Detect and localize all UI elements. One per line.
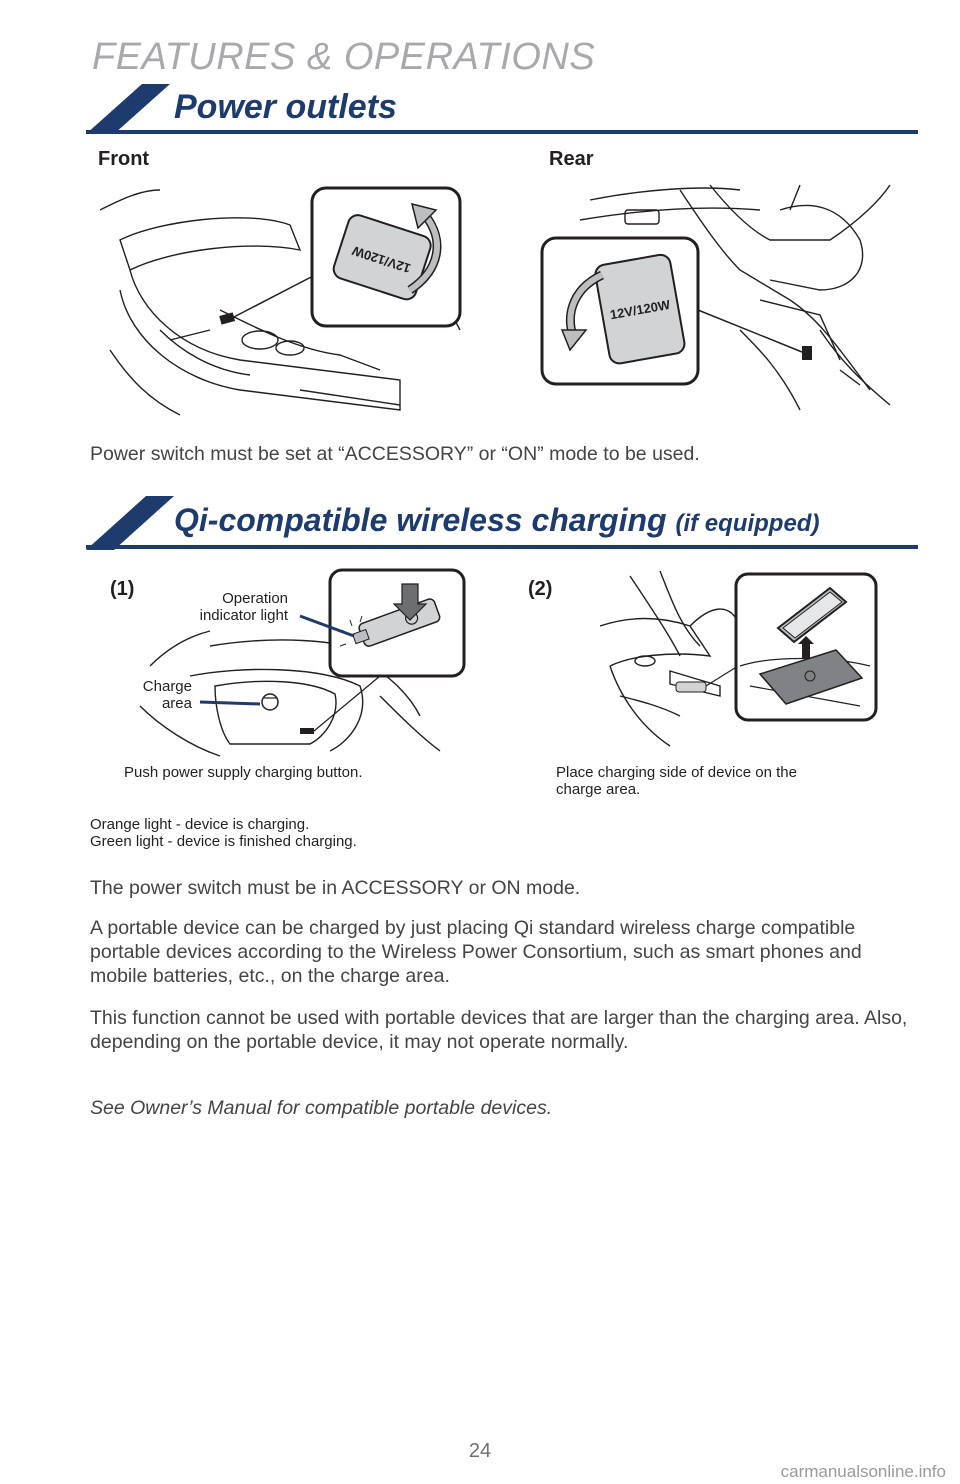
light-note-line1: Orange light - device is charging. <box>90 816 310 833</box>
light-status-note <box>90 816 357 850</box>
power-outlets-heading-band <box>86 84 918 136</box>
operation-callout-line1: Operation <box>222 590 288 607</box>
qi-paragraph-3: This function cannot be used with portable devices that are larger than the charging area. Also, depending on the portable device, it may not operate normally. <box>90 1007 908 1053</box>
svg-text:12V/120W: 12V/120W <box>608 296 672 323</box>
step2-label: (2) <box>528 578 553 600</box>
page-number: 24 <box>468 1440 492 1462</box>
power-outlets-title: Power outlets <box>174 88 397 126</box>
operation-callout-line2: indicator light <box>199 607 288 624</box>
step2-caption-line2: charge area. <box>556 781 641 798</box>
step2-caption <box>556 764 797 798</box>
qi-heading-band <box>86 496 918 552</box>
rear-label: Rear <box>549 148 594 170</box>
front-label: Front <box>98 148 150 170</box>
charge-callout-line2: area <box>161 695 192 712</box>
rear-outlet-illustration <box>540 180 920 420</box>
qi-paragraph-1: The power switch must be in ACCESSORY or ON mode. <box>90 877 581 899</box>
power-outlets-note: Power switch must be set at “ACCESSORY” or “ON” mode to be used. <box>90 443 700 465</box>
qi-title-main: Qi-compatible wireless charging <box>174 502 667 538</box>
qi-paragraph-2: A portable device can be charged by just placing Qi standard wireless charge compatible portable devices according to the Wireless Power Consortium, such as smart phones and mobile batteries, etc., on the charge area. <box>90 917 862 987</box>
front-outlet-illustration <box>100 180 480 420</box>
step1-caption: Push power supply charging button. <box>124 764 363 781</box>
qi-title-suffix: (if equipped) <box>675 510 820 537</box>
step1-label: (1) <box>110 578 135 600</box>
qi-title <box>174 502 819 539</box>
step2-illustration <box>600 566 880 758</box>
charge-callout-line1: Charge <box>142 678 192 695</box>
light-note-line2: Green light - device is finished charging. <box>90 833 357 850</box>
charge-area-callout <box>110 678 192 712</box>
section-header: FEATURES & OPERATIONS <box>92 36 596 78</box>
svg-text:12V/120W: 12V/120W <box>350 243 413 277</box>
operation-indicator-callout <box>160 590 288 624</box>
step2-caption-line1: Place charging side of device on the <box>556 764 797 781</box>
watermark: carmanualsonline.info <box>780 1462 946 1481</box>
qi-paragraph-4: See Owner’s Manual for compatible portable devices. <box>90 1097 553 1119</box>
